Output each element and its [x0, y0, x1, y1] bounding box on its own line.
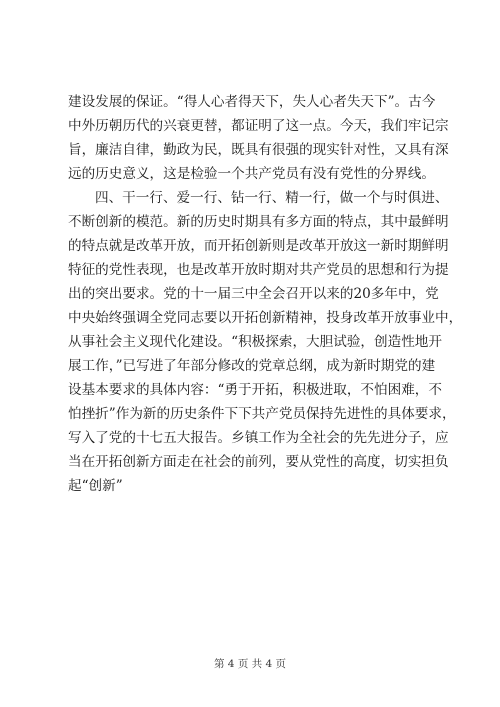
body-line-12: 展工作，”已写进了年部分修改的党章总纲，成为新时期党的建	[68, 358, 436, 374]
body-line-7: 的特点就是改革开放，而开拓创新则是改革开放这一新时期鲜明	[68, 238, 449, 254]
body-line-13: 设基本要求的具体内容：“勇于开拓，积极进取，不怕困难，不	[68, 382, 442, 398]
body-line-14: 怕挫折”作为新的历史条件下下共产党员保持先进性的具体要求，	[68, 406, 456, 422]
paragraph-4-first-line: 四、干一行、爱一行、钻一行、精一行，做一个与时俱进、	[95, 190, 449, 206]
body-line-10: 中央始终强调全党同志要以开拓创新精神，投身改革开放事业中，	[68, 310, 463, 326]
body-line-16: 当在开拓创新方面走在社会的前列，要从党性的高度，切实担负	[68, 454, 449, 470]
body-line-1: 建设发展的保证。“得人心者得天下，失人心者失天下”。古今	[68, 94, 436, 110]
body-line-6: 不断创新的模范。新的历史时期具有多方面的特点，其中最鲜明	[68, 214, 449, 230]
body-line-4: 远的历史意义，这是检验一个共产党员有没有党性的分界线。	[68, 166, 436, 182]
body-line-17: 起“创新”	[68, 478, 123, 494]
page-number-footer: 第 4 页 共 4 页	[213, 658, 287, 670]
body-line-8: 特征的党性表现，也是改革开放时期对共产党员的思想和行为提	[68, 262, 449, 278]
body-line-11: 从事社会主义现代化建设。“积极探索，大胆试验，创造性地开	[68, 334, 442, 350]
body-line-9: 出的突出要求。党的十一届三中全会召开以来的20多年中，党	[68, 286, 439, 302]
body-line-3: 旨，廉洁自律，勤政为民，既具有很强的现实针对性，又具有深	[68, 142, 449, 158]
body-line-15: 写入了党的十七五大报告。乡镇工作为全社会的先先进分子，应	[68, 430, 449, 446]
body-line-2: 中外历朝历代的兴衰更替，都证明了这一点。今天，我们牢记宗	[68, 118, 449, 134]
